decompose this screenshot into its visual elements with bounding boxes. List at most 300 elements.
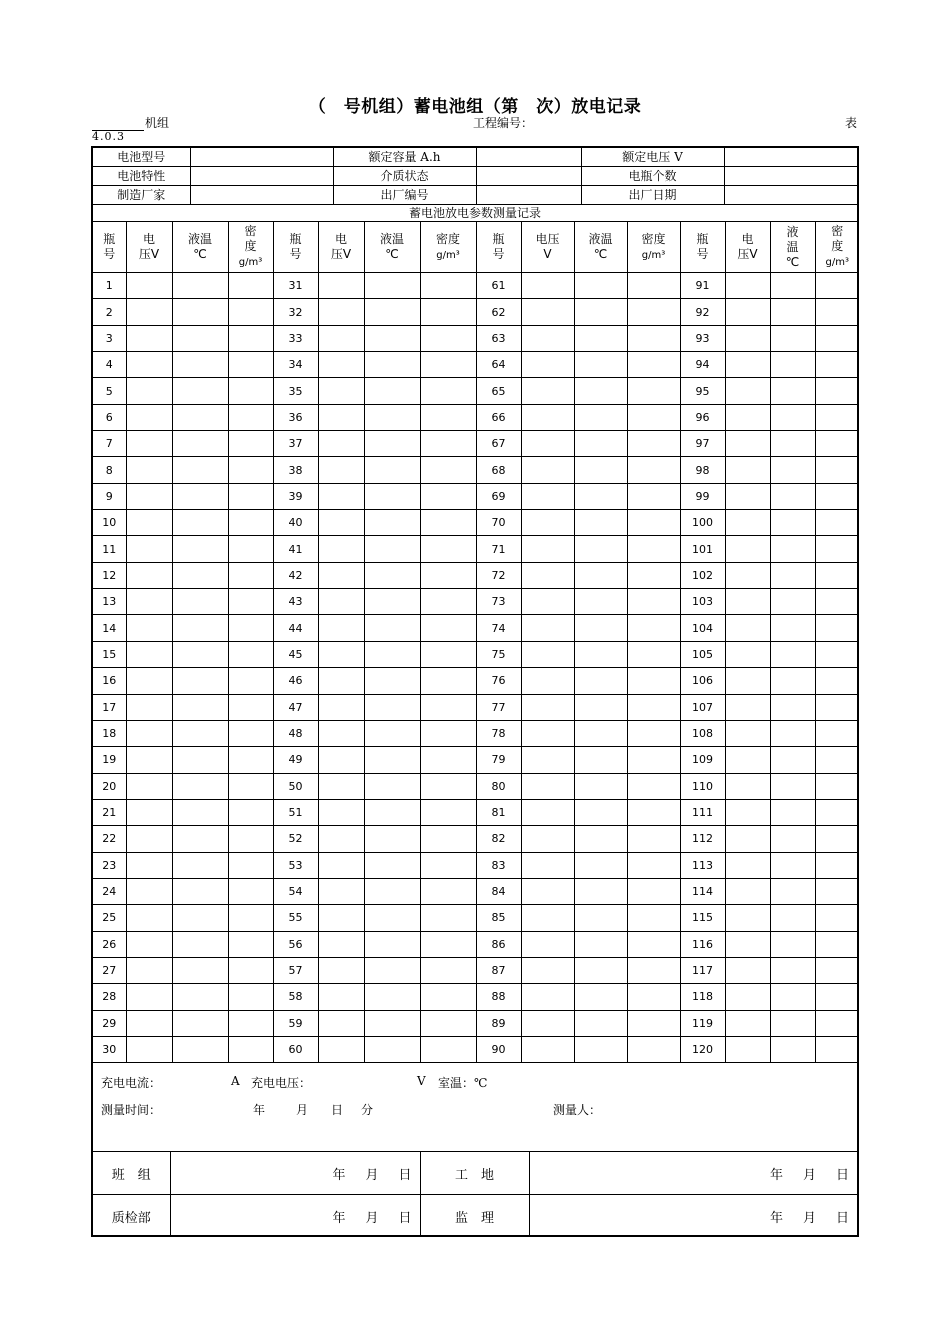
density-cell[interactable]	[420, 378, 476, 404]
voltage-cell[interactable]	[318, 404, 364, 430]
temp-cell[interactable]	[172, 273, 228, 299]
info-value[interactable]	[476, 167, 581, 186]
voltage-cell[interactable]	[126, 957, 172, 983]
temp-cell[interactable]	[574, 562, 627, 588]
density-cell[interactable]	[815, 905, 859, 931]
temp-cell[interactable]	[770, 799, 815, 825]
temp-cell[interactable]	[574, 457, 627, 483]
density-cell[interactable]	[627, 799, 680, 825]
voltage-cell[interactable]	[318, 799, 364, 825]
temp-cell[interactable]	[364, 615, 420, 641]
voltage-cell[interactable]	[126, 984, 172, 1010]
voltage-cell[interactable]	[521, 299, 574, 325]
voltage-cell[interactable]	[126, 668, 172, 694]
density-cell[interactable]	[815, 747, 859, 773]
density-cell[interactable]	[815, 404, 859, 430]
density-cell[interactable]	[815, 694, 859, 720]
temp-cell[interactable]	[172, 352, 228, 378]
temp-cell[interactable]	[364, 299, 420, 325]
temp-cell[interactable]	[574, 694, 627, 720]
temp-cell[interactable]	[364, 878, 420, 904]
density-cell[interactable]	[228, 957, 273, 983]
team-date[interactable]: 年 月 日	[170, 1152, 420, 1195]
temp-cell[interactable]	[172, 984, 228, 1010]
voltage-cell[interactable]	[725, 1036, 770, 1062]
voltage-cell[interactable]	[318, 457, 364, 483]
density-cell[interactable]	[627, 510, 680, 536]
voltage-cell[interactable]	[318, 273, 364, 299]
voltage-cell[interactable]	[521, 325, 574, 351]
voltage-cell[interactable]	[126, 720, 172, 746]
density-cell[interactable]	[420, 747, 476, 773]
voltage-cell[interactable]	[725, 852, 770, 878]
temp-cell[interactable]	[172, 1036, 228, 1062]
density-cell[interactable]	[228, 378, 273, 404]
density-cell[interactable]	[228, 984, 273, 1010]
temp-cell[interactable]	[172, 483, 228, 509]
density-cell[interactable]	[815, 589, 859, 615]
voltage-cell[interactable]	[521, 641, 574, 667]
voltage-cell[interactable]	[318, 615, 364, 641]
voltage-cell[interactable]	[521, 747, 574, 773]
density-cell[interactable]	[228, 510, 273, 536]
temp-cell[interactable]	[574, 668, 627, 694]
temp-cell[interactable]	[364, 510, 420, 536]
temp-cell[interactable]	[364, 352, 420, 378]
density-cell[interactable]	[815, 641, 859, 667]
voltage-cell[interactable]	[126, 615, 172, 641]
temp-cell[interactable]	[364, 273, 420, 299]
voltage-cell[interactable]	[521, 431, 574, 457]
temp-cell[interactable]	[172, 747, 228, 773]
temp-cell[interactable]	[364, 1010, 420, 1036]
voltage-cell[interactable]	[521, 589, 574, 615]
voltage-cell[interactable]	[126, 826, 172, 852]
density-cell[interactable]	[815, 878, 859, 904]
temp-cell[interactable]	[574, 747, 627, 773]
voltage-cell[interactable]	[521, 562, 574, 588]
density-cell[interactable]	[228, 852, 273, 878]
voltage-cell[interactable]	[126, 299, 172, 325]
temp-cell[interactable]	[770, 483, 815, 509]
temp-cell[interactable]	[364, 668, 420, 694]
voltage-cell[interactable]	[318, 878, 364, 904]
temp-cell[interactable]	[574, 826, 627, 852]
density-cell[interactable]	[420, 483, 476, 509]
voltage-cell[interactable]	[126, 799, 172, 825]
voltage-cell[interactable]	[521, 1036, 574, 1062]
temp-cell[interactable]	[574, 325, 627, 351]
voltage-cell[interactable]	[318, 931, 364, 957]
voltage-cell[interactable]	[318, 694, 364, 720]
density-cell[interactable]	[627, 431, 680, 457]
info-value[interactable]	[476, 186, 581, 205]
voltage-cell[interactable]	[126, 273, 172, 299]
voltage-cell[interactable]	[521, 615, 574, 641]
info-value[interactable]	[190, 148, 333, 167]
density-cell[interactable]	[627, 352, 680, 378]
voltage-cell[interactable]	[521, 984, 574, 1010]
temp-cell[interactable]	[364, 931, 420, 957]
temp-cell[interactable]	[770, 536, 815, 562]
density-cell[interactable]	[420, 878, 476, 904]
density-cell[interactable]	[627, 325, 680, 351]
temp-cell[interactable]	[574, 984, 627, 1010]
temp-cell[interactable]	[574, 352, 627, 378]
temp-cell[interactable]	[364, 483, 420, 509]
density-cell[interactable]	[627, 378, 680, 404]
voltage-cell[interactable]	[126, 483, 172, 509]
density-cell[interactable]	[815, 826, 859, 852]
voltage-cell[interactable]	[725, 615, 770, 641]
density-cell[interactable]	[228, 668, 273, 694]
temp-cell[interactable]	[364, 957, 420, 983]
density-cell[interactable]	[228, 905, 273, 931]
density-cell[interactable]	[815, 1010, 859, 1036]
density-cell[interactable]	[627, 905, 680, 931]
temp-cell[interactable]	[574, 773, 627, 799]
density-cell[interactable]	[627, 641, 680, 667]
voltage-cell[interactable]	[126, 510, 172, 536]
temp-cell[interactable]	[172, 905, 228, 931]
temp-cell[interactable]	[574, 799, 627, 825]
voltage-cell[interactable]	[126, 641, 172, 667]
density-cell[interactable]	[815, 273, 859, 299]
temp-cell[interactable]	[574, 905, 627, 931]
density-cell[interactable]	[228, 747, 273, 773]
temp-cell[interactable]	[172, 641, 228, 667]
temp-cell[interactable]	[574, 720, 627, 746]
info-value[interactable]	[724, 167, 857, 186]
density-cell[interactable]	[627, 483, 680, 509]
temp-cell[interactable]	[770, 378, 815, 404]
voltage-cell[interactable]	[725, 352, 770, 378]
density-cell[interactable]	[815, 510, 859, 536]
density-cell[interactable]	[627, 826, 680, 852]
temp-cell[interactable]	[364, 773, 420, 799]
density-cell[interactable]	[627, 404, 680, 430]
density-cell[interactable]	[228, 299, 273, 325]
voltage-cell[interactable]	[126, 931, 172, 957]
temp-cell[interactable]	[172, 826, 228, 852]
voltage-cell[interactable]	[318, 773, 364, 799]
density-cell[interactable]	[228, 694, 273, 720]
voltage-cell[interactable]	[521, 668, 574, 694]
site-date[interactable]: 年 月 日	[529, 1152, 857, 1195]
voltage-cell[interactable]	[521, 773, 574, 799]
voltage-cell[interactable]	[126, 457, 172, 483]
temp-cell[interactable]	[574, 510, 627, 536]
density-cell[interactable]	[627, 694, 680, 720]
density-cell[interactable]	[228, 1036, 273, 1062]
density-cell[interactable]	[228, 404, 273, 430]
temp-cell[interactable]	[770, 878, 815, 904]
density-cell[interactable]	[627, 773, 680, 799]
voltage-cell[interactable]	[318, 641, 364, 667]
temp-cell[interactable]	[574, 273, 627, 299]
density-cell[interactable]	[420, 562, 476, 588]
voltage-cell[interactable]	[521, 352, 574, 378]
density-cell[interactable]	[228, 1010, 273, 1036]
density-cell[interactable]	[420, 773, 476, 799]
temp-cell[interactable]	[364, 852, 420, 878]
density-cell[interactable]	[420, 1010, 476, 1036]
voltage-cell[interactable]	[126, 378, 172, 404]
density-cell[interactable]	[627, 747, 680, 773]
voltage-cell[interactable]	[126, 852, 172, 878]
temp-cell[interactable]	[364, 457, 420, 483]
density-cell[interactable]	[815, 299, 859, 325]
temp-cell[interactable]	[364, 1036, 420, 1062]
temp-cell[interactable]	[172, 325, 228, 351]
voltage-cell[interactable]	[521, 905, 574, 931]
density-cell[interactable]	[815, 536, 859, 562]
temp-cell[interactable]	[770, 352, 815, 378]
voltage-cell[interactable]	[521, 536, 574, 562]
density-cell[interactable]	[815, 431, 859, 457]
density-cell[interactable]	[228, 878, 273, 904]
voltage-cell[interactable]	[725, 984, 770, 1010]
voltage-cell[interactable]	[126, 352, 172, 378]
voltage-cell[interactable]	[521, 852, 574, 878]
voltage-cell[interactable]	[521, 957, 574, 983]
temp-cell[interactable]	[770, 562, 815, 588]
temp-cell[interactable]	[172, 957, 228, 983]
density-cell[interactable]	[420, 668, 476, 694]
temp-cell[interactable]	[574, 878, 627, 904]
temp-cell[interactable]	[364, 404, 420, 430]
voltage-cell[interactable]	[126, 589, 172, 615]
voltage-cell[interactable]	[521, 457, 574, 483]
temp-cell[interactable]	[574, 431, 627, 457]
voltage-cell[interactable]	[318, 957, 364, 983]
temp-cell[interactable]	[364, 641, 420, 667]
voltage-cell[interactable]	[725, 773, 770, 799]
density-cell[interactable]	[627, 852, 680, 878]
info-value[interactable]	[476, 148, 581, 167]
temp-cell[interactable]	[574, 615, 627, 641]
temp-cell[interactable]	[172, 799, 228, 825]
density-cell[interactable]	[420, 905, 476, 931]
density-cell[interactable]	[815, 852, 859, 878]
density-cell[interactable]	[420, 589, 476, 615]
temp-cell[interactable]	[770, 694, 815, 720]
density-cell[interactable]	[815, 615, 859, 641]
density-cell[interactable]	[228, 273, 273, 299]
temp-cell[interactable]	[364, 562, 420, 588]
temp-cell[interactable]	[364, 589, 420, 615]
temp-cell[interactable]	[574, 852, 627, 878]
voltage-cell[interactable]	[318, 720, 364, 746]
temp-cell[interactable]	[172, 852, 228, 878]
density-cell[interactable]	[228, 325, 273, 351]
density-cell[interactable]	[627, 984, 680, 1010]
voltage-cell[interactable]	[521, 404, 574, 430]
voltage-cell[interactable]	[725, 589, 770, 615]
density-cell[interactable]	[815, 957, 859, 983]
density-cell[interactable]	[815, 325, 859, 351]
temp-cell[interactable]	[172, 299, 228, 325]
temp-cell[interactable]	[574, 299, 627, 325]
voltage-cell[interactable]	[725, 562, 770, 588]
temp-cell[interactable]	[770, 1036, 815, 1062]
density-cell[interactable]	[815, 984, 859, 1010]
density-cell[interactable]	[420, 641, 476, 667]
qc-date[interactable]: 年 月 日	[170, 1195, 420, 1238]
temp-cell[interactable]	[574, 1010, 627, 1036]
voltage-cell[interactable]	[318, 431, 364, 457]
temp-cell[interactable]	[364, 694, 420, 720]
voltage-cell[interactable]	[318, 589, 364, 615]
temp-cell[interactable]	[364, 905, 420, 931]
density-cell[interactable]	[228, 483, 273, 509]
temp-cell[interactable]	[574, 378, 627, 404]
temp-cell[interactable]	[770, 641, 815, 667]
temp-cell[interactable]	[770, 431, 815, 457]
voltage-cell[interactable]	[126, 1010, 172, 1036]
density-cell[interactable]	[228, 352, 273, 378]
density-cell[interactable]	[420, 931, 476, 957]
density-cell[interactable]	[815, 720, 859, 746]
density-cell[interactable]	[627, 957, 680, 983]
voltage-cell[interactable]	[725, 668, 770, 694]
voltage-cell[interactable]	[318, 510, 364, 536]
info-value[interactable]	[724, 148, 857, 167]
voltage-cell[interactable]	[725, 799, 770, 825]
temp-cell[interactable]	[770, 615, 815, 641]
temp-cell[interactable]	[172, 510, 228, 536]
voltage-cell[interactable]	[725, 483, 770, 509]
temp-cell[interactable]	[364, 826, 420, 852]
info-value[interactable]	[190, 186, 333, 205]
voltage-cell[interactable]	[126, 747, 172, 773]
voltage-cell[interactable]	[521, 694, 574, 720]
density-cell[interactable]	[627, 1036, 680, 1062]
voltage-cell[interactable]	[725, 826, 770, 852]
temp-cell[interactable]	[574, 536, 627, 562]
density-cell[interactable]	[627, 299, 680, 325]
density-cell[interactable]	[627, 668, 680, 694]
density-cell[interactable]	[228, 799, 273, 825]
voltage-cell[interactable]	[126, 1036, 172, 1062]
voltage-cell[interactable]	[318, 325, 364, 351]
info-value[interactable]	[724, 186, 857, 205]
temp-cell[interactable]	[770, 905, 815, 931]
temp-cell[interactable]	[574, 1036, 627, 1062]
temp-cell[interactable]	[770, 404, 815, 430]
temp-cell[interactable]	[770, 852, 815, 878]
voltage-cell[interactable]	[126, 905, 172, 931]
density-cell[interactable]	[420, 299, 476, 325]
density-cell[interactable]	[627, 931, 680, 957]
voltage-cell[interactable]	[725, 720, 770, 746]
temp-cell[interactable]	[172, 431, 228, 457]
density-cell[interactable]	[420, 352, 476, 378]
voltage-cell[interactable]	[521, 273, 574, 299]
temp-cell[interactable]	[172, 589, 228, 615]
temp-cell[interactable]	[172, 931, 228, 957]
temp-cell[interactable]	[172, 562, 228, 588]
density-cell[interactable]	[228, 589, 273, 615]
density-cell[interactable]	[420, 325, 476, 351]
density-cell[interactable]	[420, 431, 476, 457]
temp-cell[interactable]	[574, 483, 627, 509]
density-cell[interactable]	[815, 799, 859, 825]
voltage-cell[interactable]	[126, 325, 172, 351]
voltage-cell[interactable]	[725, 510, 770, 536]
voltage-cell[interactable]	[725, 878, 770, 904]
voltage-cell[interactable]	[725, 957, 770, 983]
density-cell[interactable]	[420, 984, 476, 1010]
voltage-cell[interactable]	[725, 1010, 770, 1036]
voltage-cell[interactable]	[318, 378, 364, 404]
voltage-cell[interactable]	[725, 536, 770, 562]
temp-cell[interactable]	[172, 878, 228, 904]
density-cell[interactable]	[627, 615, 680, 641]
density-cell[interactable]	[627, 536, 680, 562]
temp-cell[interactable]	[172, 694, 228, 720]
temp-cell[interactable]	[770, 984, 815, 1010]
info-value[interactable]	[190, 167, 333, 186]
density-cell[interactable]	[627, 273, 680, 299]
temp-cell[interactable]	[770, 510, 815, 536]
density-cell[interactable]	[815, 562, 859, 588]
voltage-cell[interactable]	[725, 299, 770, 325]
temp-cell[interactable]	[364, 378, 420, 404]
density-cell[interactable]	[420, 273, 476, 299]
voltage-cell[interactable]	[725, 931, 770, 957]
temp-cell[interactable]	[364, 536, 420, 562]
voltage-cell[interactable]	[725, 378, 770, 404]
voltage-cell[interactable]	[318, 299, 364, 325]
temp-cell[interactable]	[172, 720, 228, 746]
density-cell[interactable]	[420, 615, 476, 641]
density-cell[interactable]	[228, 615, 273, 641]
temp-cell[interactable]	[172, 536, 228, 562]
temp-cell[interactable]	[364, 720, 420, 746]
density-cell[interactable]	[420, 694, 476, 720]
density-cell[interactable]	[420, 957, 476, 983]
density-cell[interactable]	[228, 826, 273, 852]
voltage-cell[interactable]	[318, 852, 364, 878]
voltage-cell[interactable]	[725, 641, 770, 667]
temp-cell[interactable]	[770, 957, 815, 983]
temp-cell[interactable]	[770, 589, 815, 615]
density-cell[interactable]	[815, 483, 859, 509]
temp-cell[interactable]	[770, 826, 815, 852]
temp-cell[interactable]	[770, 325, 815, 351]
voltage-cell[interactable]	[725, 905, 770, 931]
voltage-cell[interactable]	[521, 931, 574, 957]
voltage-cell[interactable]	[725, 404, 770, 430]
voltage-cell[interactable]	[318, 826, 364, 852]
density-cell[interactable]	[228, 641, 273, 667]
voltage-cell[interactable]	[126, 694, 172, 720]
voltage-cell[interactable]	[725, 325, 770, 351]
voltage-cell[interactable]	[318, 984, 364, 1010]
voltage-cell[interactable]	[521, 799, 574, 825]
voltage-cell[interactable]	[126, 562, 172, 588]
temp-cell[interactable]	[172, 457, 228, 483]
density-cell[interactable]	[420, 852, 476, 878]
voltage-cell[interactable]	[318, 905, 364, 931]
temp-cell[interactable]	[172, 1010, 228, 1036]
temp-cell[interactable]	[574, 957, 627, 983]
voltage-cell[interactable]	[126, 878, 172, 904]
density-cell[interactable]	[627, 1010, 680, 1036]
temp-cell[interactable]	[364, 431, 420, 457]
density-cell[interactable]	[627, 720, 680, 746]
